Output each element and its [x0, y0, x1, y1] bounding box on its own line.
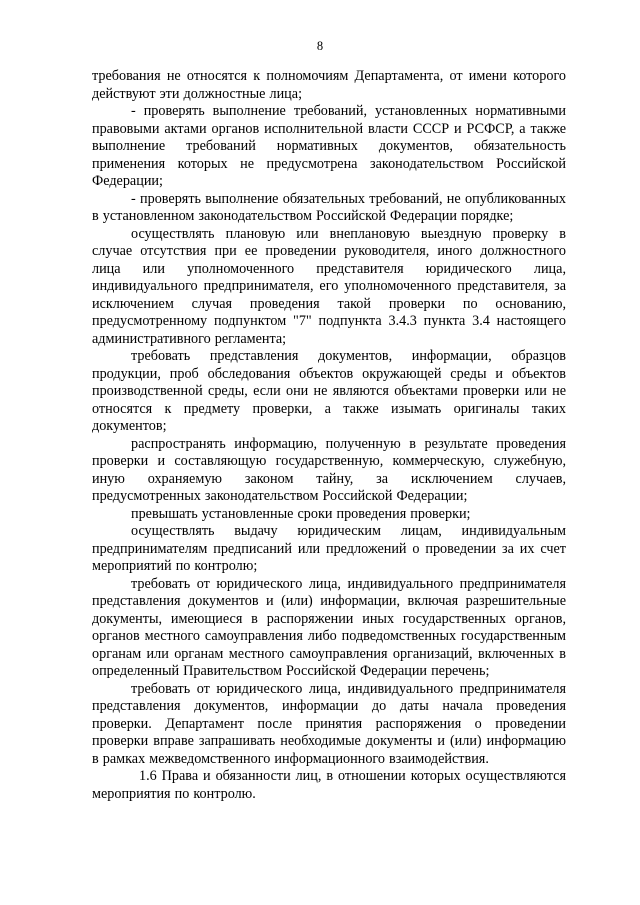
paragraph-prohibition-documents: требовать представления документов, информации, образцов продукции, проб обследования объектов окружающей среды и объектов производственной среды, если они не являются объектами проверки или не относятся к предмету проверки, а также изымать оригиналы таких документов;: [92, 348, 566, 434]
page-number: 8: [316, 39, 324, 53]
paragraph-prohibition-unpublished: - проверять выполнение обязательных требований, не опубликованных в установленном законодательством Российской Федерации порядке;: [92, 190, 566, 224]
paragraph-prohibition-before-start: требовать от юридического лица, индивидуального предпринимателя представления документов, информации до даты начала проведения проверки. Департамент после принятия распоряжения о проведении проверки вправе запрашивать необходимые документы и (или) информацию в рамках межведомственного информационного взаимодействия.: [92, 680, 566, 767]
paragraph-prohibition-orders: осуществлять выдачу юридическим лицам, индивидуальным предпринимателям предписаний или предложений о проведении за их счет мероприятий по контролю;: [92, 523, 566, 574]
paragraph-prohibition-secrets: распространять информацию, полученную в результате проведения проверки и составляющую государственную, коммерческую, служебную, иную охраняемую законом тайну, за исключением случаев, предусмотренных законодательством Российской Федерации;: [92, 435, 566, 504]
paragraph-prohibition-absence: осуществлять плановую или внеплановую выездную проверку в случае отсутствия при ее проведении руководителя, иного должностного лица или уполномоченного представителя юридического лица, индивидуального предпринимателя, его уполномоченного представителя, за исключением случая проведения такой проверки по основанию, предусмотренному подпунктом "7" подпункта 3.4.3 пункта 3.4 настоящего административного регламента;: [92, 225, 566, 347]
document-body: [92, 68, 566, 803]
section-heading-1-6: 1.6 Права и обязанности лиц, в отношении которых осуществляются мероприятия по контролю.: [92, 768, 566, 802]
paragraph-continuation: требования не относятся к полномочиям Департамента, от имени которого действуют эти должностные лица;: [92, 68, 566, 102]
paragraph-prohibition-deadlines: превышать установленные сроки проведения проверки;: [131, 505, 471, 522]
paragraph-prohibition-permits: требовать от юридического лица, индивидуального предпринимателя представления документов и (или) информации, включая разрешительные документы, имеющиеся в распоряжении иных государственных органов, органов местного самоуправления либо подведомственных государственным органам или органам местного самоуправления организаций, включенных в определенный Правительством Российской Федерации перечень;: [92, 575, 566, 679]
paragraph-prohibition-ussr-acts: - проверять выполнение требований, установленных нормативными правовыми актами органов исполнительной власти СССР и РСФСР, а также выполнение требований нормативных документов, обязательность применения которых не предусмотрена законодательством Российской Федерации;: [92, 103, 566, 189]
